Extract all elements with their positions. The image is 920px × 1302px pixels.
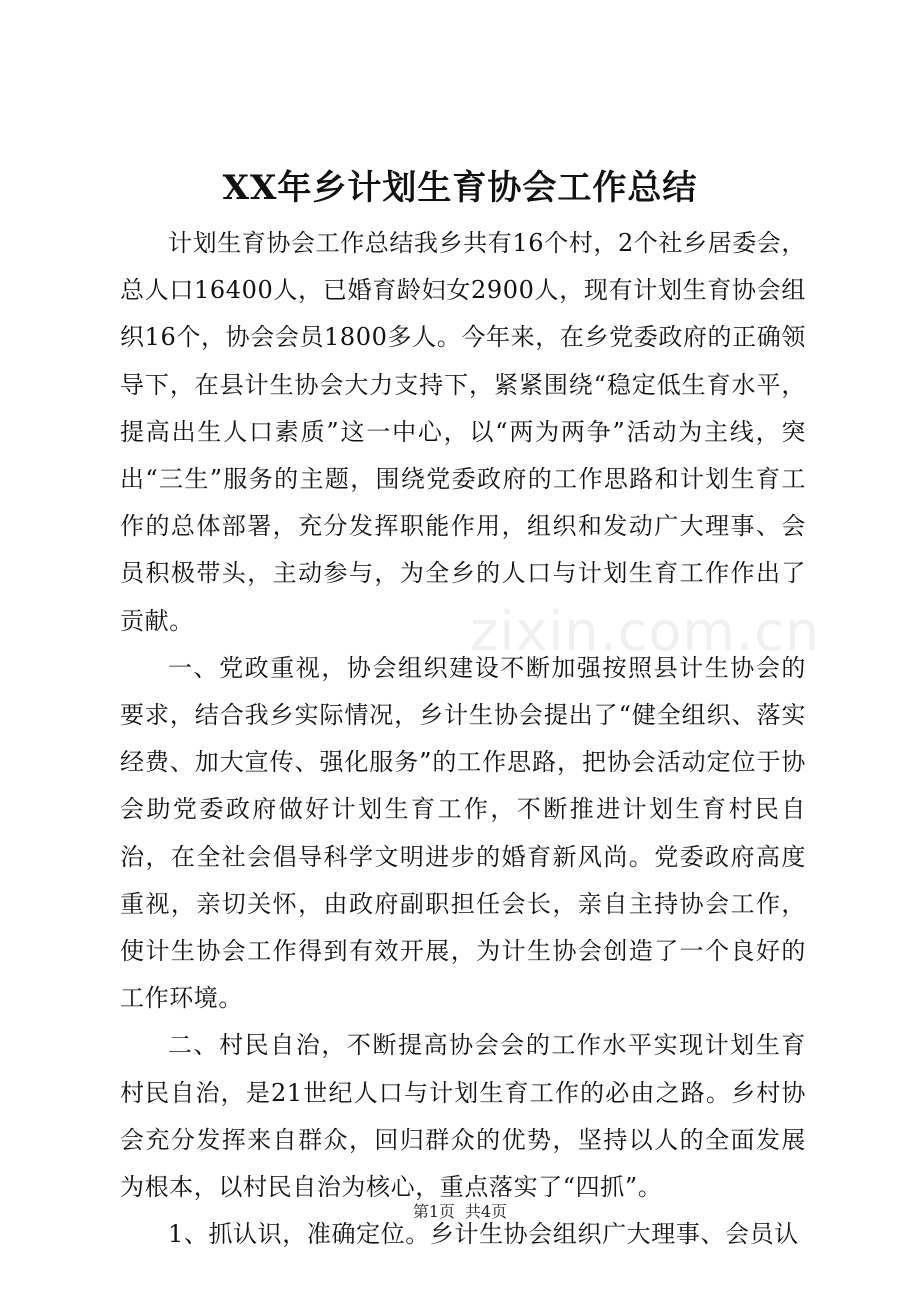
watermark: zixin.com.cn [470,600,821,663]
page-number: 第1页 [412,1202,455,1221]
page-footer [0,1200,920,1224]
page-total: 共4页 [465,1202,508,1221]
document-title: XX年乡计划生育协会工作总结 [222,168,698,208]
paragraph-section-2: 二、村民自治，不断提高协会会的工作水平实现计划生育村民自治，是21世纪人口与计划生育工作的必由之路。乡村协会充分发挥来自群众，回归群众的优势，坚持以人的全面发展为根本，以村民自治为核心，重点落实了“四抓”。 [120,1031,806,1202]
paragraph-section-1: 一、党政重视，协会组织建设不断加强按照县计生协会的要求，结合我乡实际情况，乡计生协会提出了“健全组织、落实经费、加大宣传、强化服务”的工作思路，把协会活动定位于协会助党委政府做好计划生育工作，不断推进计划生育村民自治，在全社会倡导科学文明进步的婚育新风尚。党委政府高度重视，亲切关怀，由政府副职担任会长，亲自主持协会工作，使计生协会工作得到有效开展，为计生协会创造了一个良好的工作环境。 [120,653,806,1013]
paragraph-intro: 计划生育协会工作总结我乡共有16个村，2个社乡居委会，总人口16400人，已婚育龄妇女2900人，现有计划生育协会组织16个，协会会员1800多人。今年来，在乡党委政府的正确领导下，在县计生协会大力支持下，紧紧围绕“稳定低生育水平，提高出生人口素质”这一中心，以“两为两争”活动为主线，突出“三生”服务的主题，围绕党委政府的工作思路和计划生育工作的总体部署，充分发挥职能作用，组织和发动广大理事、会员积极带头，主动参与，为全乡的人口与计划生育工作作出了贡献。 [120,229,807,635]
paragraph-item-1: 1、抓认识，准确定位。乡计生协会组织广大理事、会员认 [168,1220,799,1249]
document-body [120,220,806,1258]
